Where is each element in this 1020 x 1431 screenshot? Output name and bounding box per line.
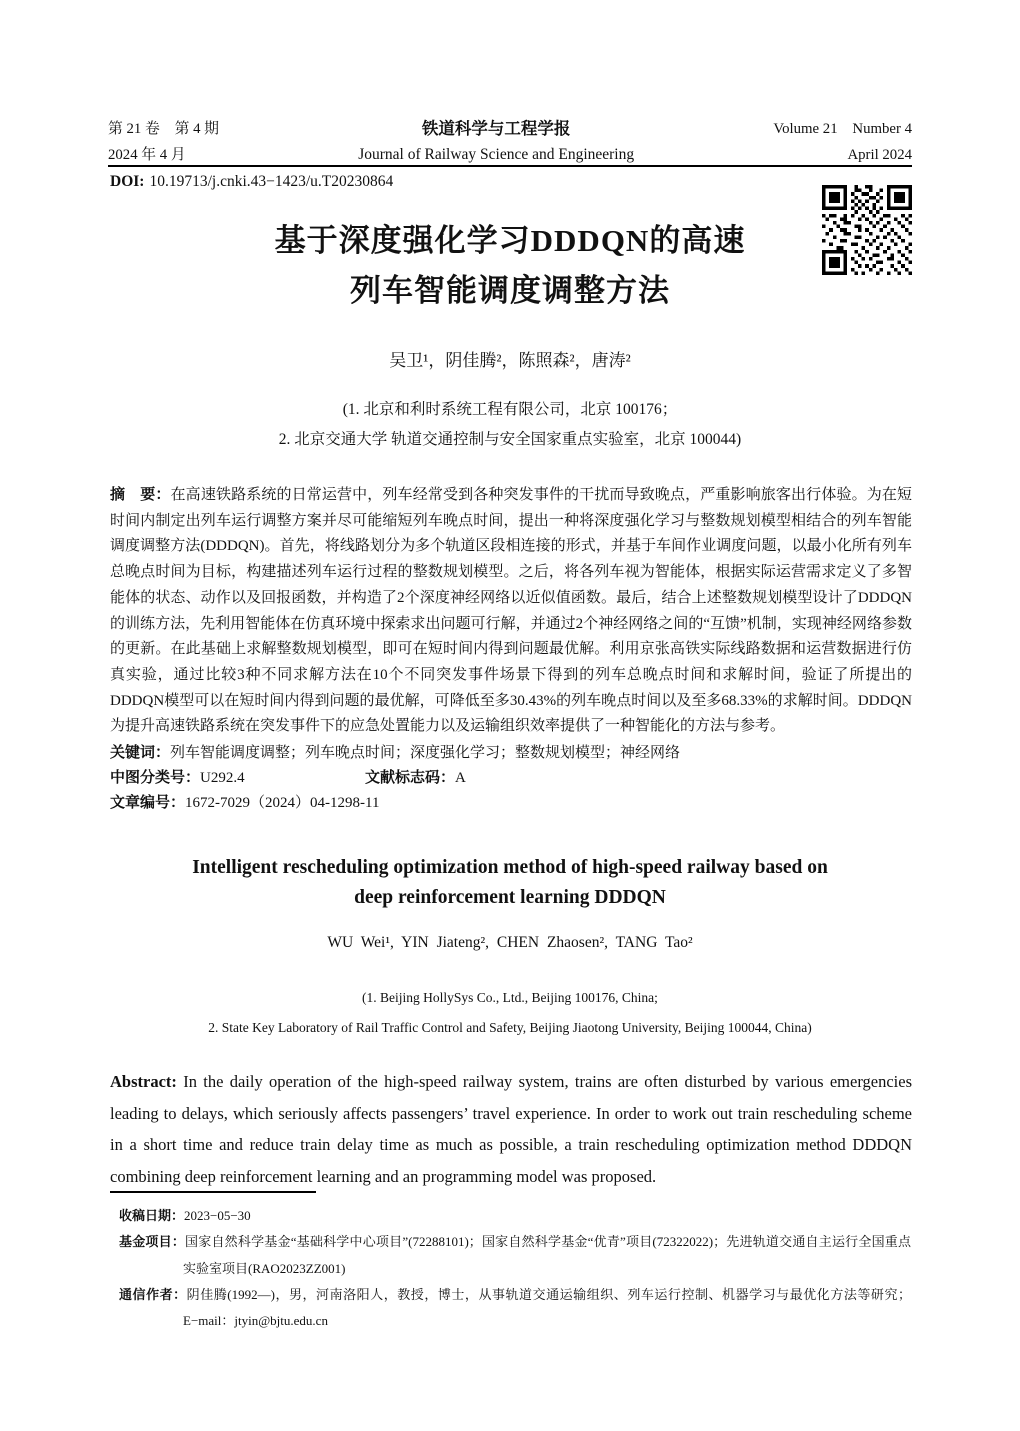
doi-value: 10.19713/j.cnki.43−1423/u.T20230864 [149,173,394,190]
authors-en: WU Wei¹, YIN Jiateng², CHEN Zhaosen², TANG Tao² [327,934,693,951]
vol-issue-en: Volume 21 Number 4 [773,121,912,137]
header-volume-issue-en [773,116,912,168]
clc-label: 中图分类号： [110,769,201,786]
doi-label: DOI: [110,173,145,190]
authors-zh: 吴卫¹，阴佳腾²，陈照森²，唐涛² [389,351,631,370]
footnote-received [119,1203,911,1229]
keywords-text: 列车智能调度调整；列车晚点时间；深度强化学习；整数规划模型；神经网络 [170,745,681,761]
received-label: 收稿日期： [119,1208,185,1223]
abstract-en-label: Abstract: [110,1072,177,1091]
title-en-line2: deep reinforcement learning DDDQN [354,887,666,908]
clc-row [110,766,245,787]
doc-code-label: 文献标志码： [365,769,456,786]
article-id-row [110,791,379,812]
doi-line [110,173,393,191]
clc-value: U292.4 [200,770,245,786]
article-title-en [0,853,1020,913]
footnotes [119,1203,911,1334]
title-zh-line2: 列车智能调度调整方法 [350,273,670,308]
footnote-funding [119,1229,911,1282]
vol-issue-zh: 第 21 卷 第 4 期 [108,121,219,137]
date-en: April 2024 [847,147,912,163]
affiliation-zh-2: 2. 北京交通大学 轨道交通控制与安全国家重点实验室，北京 100044) [278,431,742,448]
journal-header [108,116,912,168]
journal-name-zh: 铁道科学与工程学报 [421,120,571,138]
abstract-zh [110,482,912,740]
corresponding-label: 通信作者： [119,1286,187,1302]
corresponding-value: 阴佳腾(1992—)，男，河南洛阳人，教授，博士，从事轨道交通运输组织、列车运行控制、机器学习与最优化方法等研究；E−mail：jtyin@bjtu.edu.cn [183,1286,911,1329]
affiliation-en-1: (1. Beijing HollySys Co., Ltd., Beijing 100176, China; [362,990,658,1005]
journal-name-block [219,116,773,168]
date-zh: 2024 年 4 月 [108,147,186,163]
title-zh-line1: 基于深度强化学习DDDQN的高速 [274,223,746,258]
footnote-corresponding [119,1282,911,1335]
header-volume-issue-zh [108,116,219,168]
title-en-line1: Intelligent rescheduling optimization method of high-speed railway based on [192,857,828,878]
article-id-value: 1672-7029（2024）04-1298-11 [185,795,380,811]
funding-label: 基金项目： [119,1234,186,1250]
keywords-label: 关键词： [110,744,171,761]
header-divider [108,165,912,167]
affiliation-en-2: 2. State Key Laboratory of Rail Traffic Control and Safety, Beijing Jiaotong University, Beijing 100044, China) [208,1020,812,1035]
keywords-row [110,741,680,762]
article-title-zh [0,216,1020,316]
affiliation-zh-1: (1. 北京和利时系统工程有限公司，北京 100176； [342,401,678,418]
abstract-en [110,1066,912,1192]
doc-code-row [365,766,466,787]
doc-code-value: A [455,770,466,786]
abstract-en-text: In the daily operation of the high-speed railway system, trains are often disturbed by various emergencies leading to delays, which seriously affects passengers’ travel experience. In order to work out train rescheduling scheme in a short time and reduce train delay time as much as possible, a train rescheduling optimization method DDDQN combining deep reinforcement learning and an programming model was proposed. [110,1072,913,1186]
funding-value: 国家自然科学基金“基础科学中心项目”(72288101)；国家自然科学基金“优青”项目(72322022)；先进轨道交通自主运行全国重点实验室项目(RAO2023ZZ001) [183,1234,911,1276]
abstract-zh-text: 在高速铁路系统的日常运营中，列车经常受到各种突发事件的干扰而导致晚点，严重影响旅客出行体验。为在短时间内制定出列车运行调整方案并尽可能缩短列车晚点时间，提出一种将深度强化学习与整数规划模型相结合的列车智能调度调整方法(DDDQN)。首先，将线路划分为多个轨道区段相连接的形式，并基于车间作业调度问题，以最小化所有列车总晚点时间为目标，构建描述列车运行过程的整数规划模型。之后，将各列车视为智能体，根据实际运营需求定义了多智能体的状态、动作以及回报函数，并构造了2个深度神经网络以近似值函数。最后，结合上述整数规划模型设计了DDDQN的训练方法，先利用智能体在仿真环境中探索求出问题可行解，并通过2个神经网络之间的“互馈”机制，实现神经网络参数的更新。在此基础上求解整数规划模型，即可在短时间内得到问题最优解。利用京张高铁实际线路数据和运营数据进行仿真实验，通过比较3种不同求解方法在10个不同突发事件场景下得到的列车总晚点时间和求解时间，验证了所提出的DDDQN模型可以在短时间内得到问题的最优解，可降低至多30.43%的列车晚点时间以及至多68.33%的求解时间。DDDQN为提升高速铁路系统在突发事件下的应急处置能力以及运输组织效率提供了一种智能化的方法与参考。 [110,487,912,735]
journal-name-en: Journal of Railway Science and Engineering [358,146,635,163]
article-id-label: 文章编号： [110,794,186,811]
footnote-divider [110,1191,316,1193]
received-value: 2023−05−30 [184,1208,251,1223]
abstract-zh-label: 摘 要： [110,486,171,503]
